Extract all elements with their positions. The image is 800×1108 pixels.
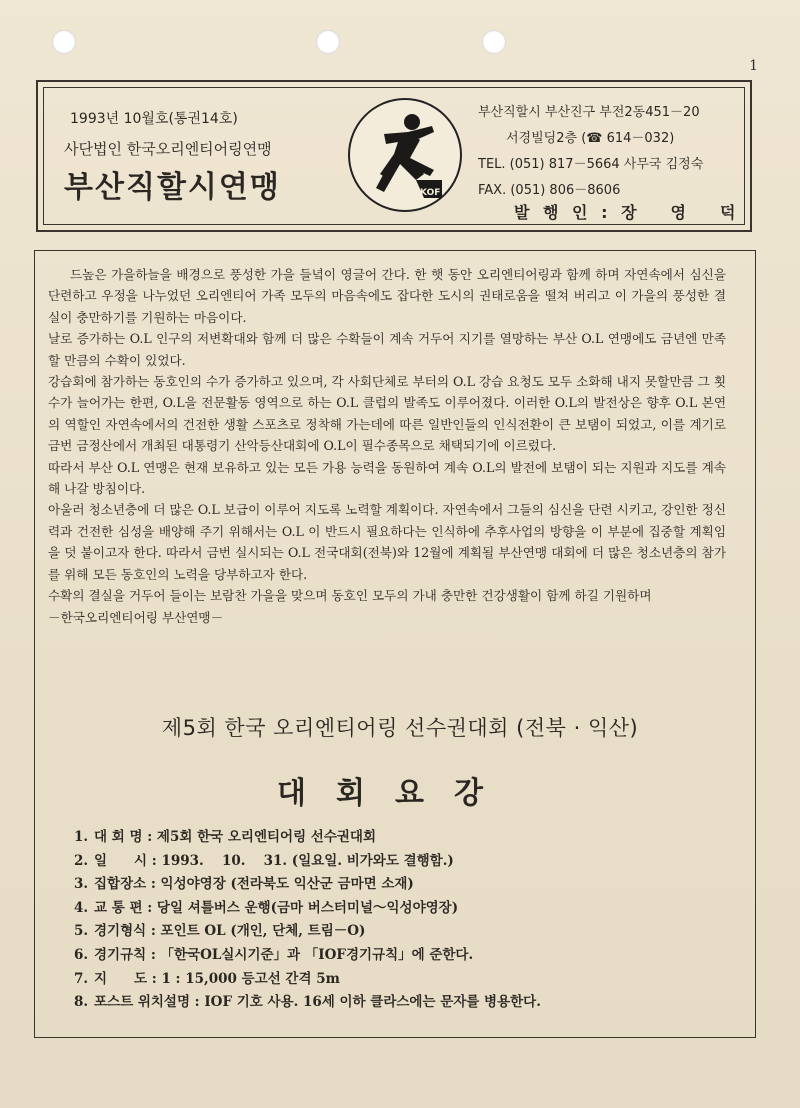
summary-title: 대회요강 [277,776,513,811]
intro-paragraph: 아울러 청소년층에 더 많은 O.L 보급이 이루어 지도록 노력할 계획이다. 자연속에서 그들의 심신을 단련 시키고, 강인한 정신력과 건전한 심성을 배양해 주기 위해서는 O.L 이 반드시 필요하다는 인식하에 추후사업의 방향을 이 부분에 집중할 계획임을 덧 붙이고자 한다. 따라서 금번 실시되는 O.L 전국대회(전북)와 12월에 계획될 부산연맹 대회에 더 많은 청소년층의 참가를 위해 모든 동호인의 노력을 당부하고자 한다. [48,502,726,582]
publisher [514,200,769,223]
address-line: 부산직할시 부산진구 부전2동451－20 [478,105,700,120]
fax: FAX. (051) 806－8606 [478,183,621,198]
intro-paragraph: 따라서 부산 O.L 연맹은 현재 보유하고 있는 모든 가용 능력을 동원하여 계속 O.L의 발전에 보탬이 되는 지원과 지도를 계속해 나갈 방침이다. [48,459,726,497]
newsletter-title: 부산직할시연맹 [64,170,281,205]
list-item: 5. 경기형식 : 포인트 OL (개인, 단체, 트림－O) [74,923,366,940]
telephone: TEL. (051) 817－5664 사무국 김정숙 [478,157,704,172]
list-item: 7. 지 도 : 1 : 15,000 등고선 간격 5m [74,970,340,987]
punch-hole [52,30,76,54]
page-number: 1 [749,58,758,74]
intro-signature: －한국오리엔티어링 부산연맹－ [48,609,224,625]
intro-paragraph: 드높은 가을하늘을 배경으로 풍성한 가을 들녘이 영글어 간다. 한 햇 동안 오리엔티어링과 함께 하며 자연속에서 심신을 단련하고 우정을 나누었던 오리엔티어 가족 모두의 마음속에도 잡다한 도시의 권태로움을 떨쳐 버리고 이 가을의 풍성한 결실이 충만하기를 기원하는 마음이다. [48,267,726,325]
intro-paragraph: 날로 증가하는 O.L 인구의 저변확대와 함께 더 많은 수확들이 계속 거두어 지기를 열망하는 부산 O.L 연맹에도 금년엔 만족할 만큼의 수확이 있었다. [48,331,726,368]
runner-logo-icon [350,100,460,210]
address-line: 서경빌딩2층 (☎ 614－032) [506,131,675,146]
list-item: 8. 포스트 위치설명 : IOF 기호 사용. 16세 이하 클라스에는 문자를 병용한다. [74,994,541,1011]
event-details-list [74,826,734,1015]
masthead [36,80,770,232]
event-title: 제5회 한국 오리엔티어링 선수권대회 (전북 · 익산) [161,716,639,740]
list-item: 6. 경기규칙 : 「한국OL실시기준」과 「IOF경기규칙」에 준한다. [74,946,474,963]
publisher-label: 발 행 인 : [514,203,612,222]
list-item: 3. 집합장소 : 익성야영장 (전라북도 익산군 금마면 소재) [74,876,414,893]
list-item: 1. 대 회 명 : 제5회 한국 오리엔티어링 선수권대회 [74,829,377,845]
publisher-name: 장영덕 [621,203,770,222]
list-item: 4. 교 통 편 : 당일 셔틀버스 운행(금마 버스터미널～익성야영장) [74,899,459,916]
intro-paragraph: 강습회에 참가하는 동호인의 수가 증가하고 있으며, 각 사회단체로 부터의 O.L 강습 요청도 모두 소화해 내지 못할만큼 그 횟수가 늘어가는 한편, O.L을 전문활동 영역으로 하는 O.L 클럽의 발족도 이루어졌다. 이러한 O.L의 발전상은 향후 O.L 본연의 역할인 자연속에서의 건전한 생활 스포츠로 정착해 가는데에 따른 일반인들의 인식전환이 큰 보탬이 되었고, 이를 계기로 금번 금정산에서 개최된 대통령기 산악등산대회에 O.L이 필수종목으로 채택되기에 이르렀다. [48,374,726,454]
list-item: 2. 일 시 : 1993. 10. 31. (일요일. 비가와도 결행함.) [74,852,454,869]
contact-info [478,100,703,204]
intro-text [48,264,726,628]
punch-hole [482,30,506,54]
issue-info: 1993년 10월호(통권14호) [70,111,238,127]
organization-name: 사단법인 한국오리엔티어링연맹 [64,140,272,158]
logo-text: KOF [420,188,441,198]
kof-logo [348,98,462,212]
intro-paragraph: 수확의 결실을 거두어 들이는 보람찬 가을을 맞으며 동호인 모두의 가내 충만한 건강생활이 함께 하길 기원하며 [48,588,652,604]
punch-hole [316,30,340,54]
